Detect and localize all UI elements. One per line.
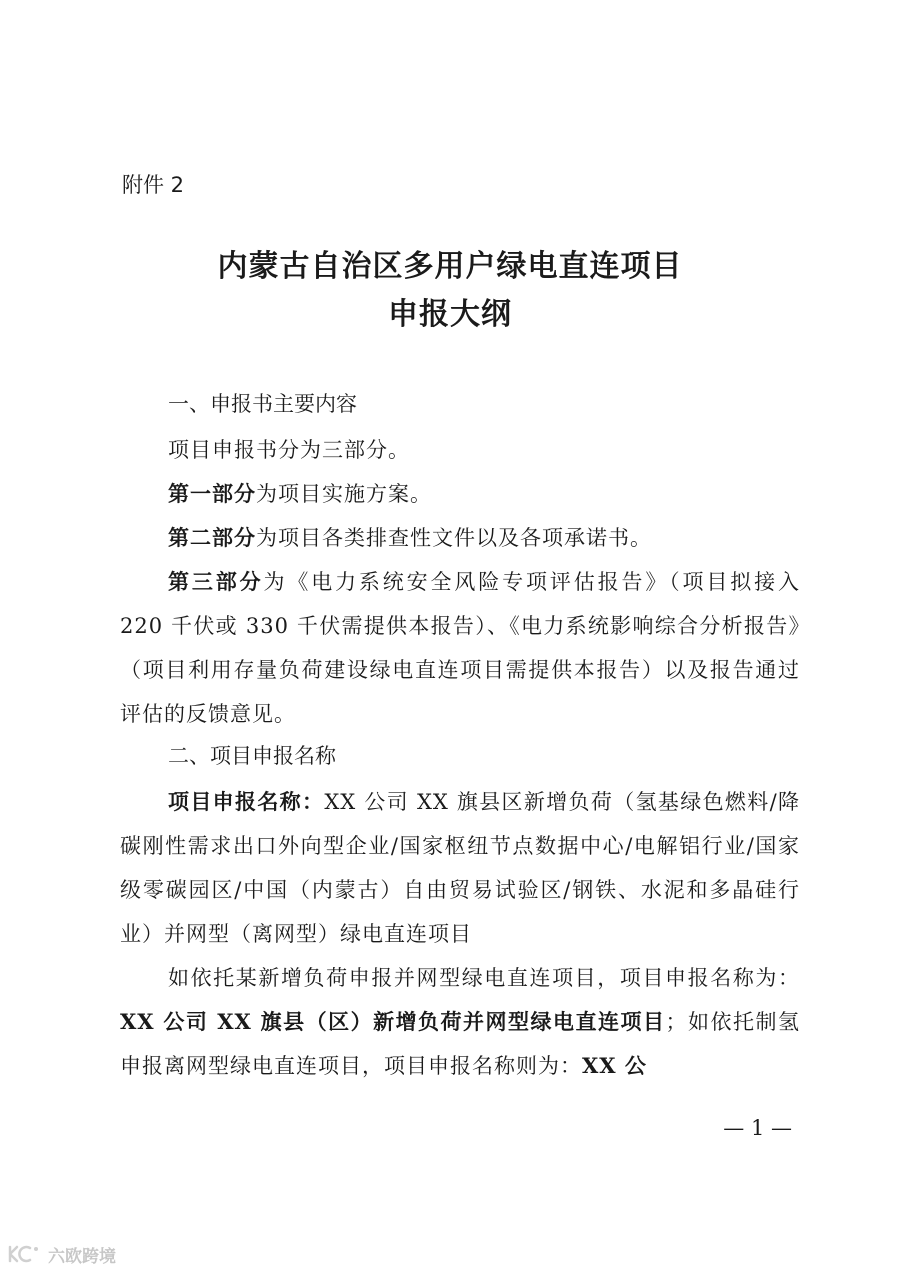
part2-text: 为项目各类排查性文件以及各项承诺书。 — [256, 526, 652, 550]
part3-label: 第三部分 — [168, 569, 264, 594]
part2-label: 第二部分 — [168, 525, 256, 550]
section2-heading: 二、项目申报名称 — [168, 744, 336, 768]
project-name-template: XX 公司 XX 旗县区新增负荷（氢基绿色燃料/降碳刚性需求出口外向型企业/国家枢纽节点数据中心/电解铝行业/国家级零碳园区/中国（内蒙古）自由贸易试验区/钢铁、水泥和多晶硅行业）并网型（离网型）绿电直连项目 — [120, 790, 800, 946]
page-number: — 1 — — [723, 1116, 792, 1140]
section1-paragraph-3 — [120, 516, 800, 560]
attachment-label: 附件 2 — [122, 173, 185, 197]
section2-paragraph-2 — [120, 956, 800, 1088]
section1-paragraph-1: 项目申报书分为三部分。 — [168, 438, 410, 462]
example-offgrid-name: XX 公 — [582, 1053, 647, 1078]
section1-paragraph-2 — [120, 472, 800, 516]
example-grid-name: XX 公司 XX 旗县（区）新增负荷并网型绿电直连项目 — [120, 1009, 666, 1034]
section1-heading: 一、申报书主要内容 — [168, 392, 357, 416]
section1-paragraph-4 — [120, 560, 800, 736]
part1-text: 为项目实施方案。 — [256, 482, 432, 506]
kc-logo-icon — [6, 1243, 42, 1265]
document-title-line2: 申报大纲 — [388, 297, 512, 332]
document-title-line1: 内蒙古自治区多用户绿电直连项目 — [217, 249, 683, 284]
watermark-text: 六欧跨境 — [48, 1246, 116, 1267]
part3-text: 为《电力系统安全风险专项评估报告》（项目拟接入 220 千伏或 330 千伏需提供本报告）、《电力系统影响综合分析报告》（项目利用存量负荷建设绿电直连项目需提供本报告）以及报告通过评估的反馈意见。 — [120, 570, 801, 726]
part1-label: 第一部分 — [168, 481, 256, 506]
section2-paragraph-1 — [120, 780, 800, 956]
project-name-label: 项目申报名称： — [168, 789, 325, 814]
example-middle: ；如依托制氢申报离网型绿电直连项目，项目申报名称则为： — [120, 1010, 800, 1078]
watermark — [6, 1240, 116, 1268]
example-intro: 如依托某新增负荷申报并网型绿电直连项目，项目申报名称为： — [168, 966, 800, 990]
document-body — [120, 384, 800, 1088]
